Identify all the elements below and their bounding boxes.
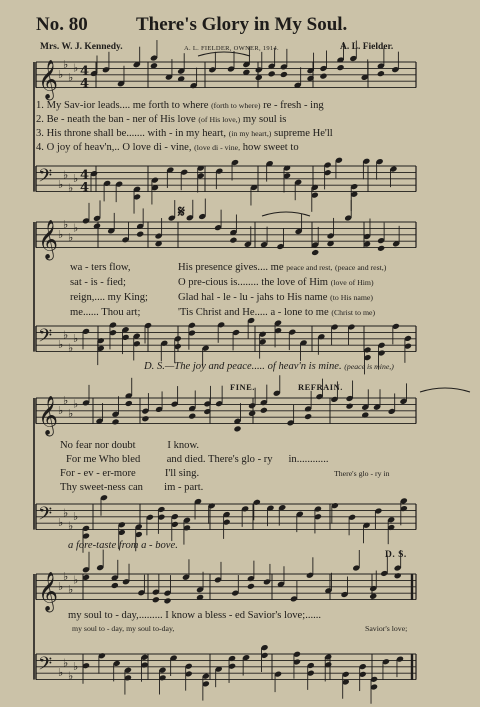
note-head [268,70,276,77]
flat-sign: ♭ [63,506,69,520]
flat-sign: ♭ [73,509,79,523]
bass-clef: 𝄢 [38,166,53,192]
note-head [304,413,312,420]
flat-sign: ♭ [58,579,64,593]
flat-sign: ♭ [63,394,69,408]
note-head [377,70,385,77]
flat-sign: ♭ [73,659,79,673]
hymn-number: No. 80 [36,14,88,35]
dal-segno-mark: D. S. [385,550,407,560]
hymn-title: There's Glory in My Soul. [136,14,348,35]
flat-sign: ♭ [63,218,69,232]
verse-2-line-b-mid: O pre-cious is........ the love of Him (love of Him) [178,277,374,288]
bass-clef: 𝄢 [38,504,53,530]
flat-sign: ♭ [68,519,74,533]
note-head [311,249,319,256]
note-head [260,407,268,414]
words-credit: Mrs. W. J. Kennedy. [40,42,123,52]
time-signature: 4 [80,167,90,183]
treble-clef: 𝄞 [38,395,59,436]
flat-sign: ♭ [58,666,64,680]
note-head [152,596,160,603]
bass-clef: 𝄢 [38,654,53,680]
flat-sign: ♭ [68,341,74,355]
note-head [136,231,144,238]
flat-sign: ♭ [63,58,69,72]
note-head [394,572,402,579]
music-credit: A. L. Fielder. [340,42,394,52]
verse-3-line-b-mid: Glad hal - le - lu - jahs to His name (to His name) [178,292,373,303]
refrain-final-line: my soul to - day,......... I know a bless - ed Savior's love;...... [68,610,322,621]
flat-sign: ♭ [58,516,64,530]
flat-sign: ♭ [73,331,79,345]
copyright-notice: A. L. FIELDER, OWNER, 1914. [184,45,279,52]
flat-sign: ♭ [68,71,74,84]
note-head [111,582,119,589]
flat-sign: ♭ [63,570,69,584]
dal-segno-text: D. S.—The joy and peace..... of heav'n is mine. (peace is mine,) [144,361,394,372]
flat-sign: ♭ [73,61,79,75]
flat-sign: ♭ [63,168,69,182]
flat-sign: ♭ [73,397,79,411]
note-head [247,583,255,590]
flat-sign: ♭ [73,171,79,185]
note-head [377,245,385,252]
note-head [229,237,237,244]
verse-1-line-a: 1. My Sav-ior leads.... me forth to where (forth to where) re - fresh - ing [36,100,324,111]
refrain-line-1: No fear nor doubt I know. [60,440,200,451]
flat-sign: ♭ [68,407,74,420]
flat-sign: ♭ [58,178,64,192]
refrain-alto-echo: There's glo - ry in [334,469,390,478]
bass-foretaste-line: a fore-taste from a - bove. [68,540,178,551]
flat-sign: ♭ [63,656,69,670]
bass-echo-line: my soul to - day, my soul to-day, [72,624,175,633]
verse-1-line-b-start: wa - ters flow, [70,262,131,273]
flat-sign: ♭ [58,338,64,352]
flat-sign: ♭ [63,328,69,342]
verse-1-line-b-mid: His presence gives.... me peace and rest, (peace and rest,) [178,262,387,273]
refrain-line-2: For me Who bled and died. There's glo - ry in............ [66,454,329,465]
note-head [125,400,133,407]
flat-sign: ♭ [58,227,64,241]
fine-mark: FINE. [230,382,255,392]
slur [262,212,310,216]
note-head [141,415,149,422]
note-head [369,593,377,600]
flat-sign: ♭ [58,403,64,417]
flat-sign: ♭ [73,221,79,235]
treble-clef: 𝄞 [38,219,59,260]
time-signature: 4 [80,180,90,196]
time-signature: 4 [80,63,90,79]
time-signature: 4 [80,76,90,92]
note-head [111,418,119,425]
note-head [233,425,241,432]
flat-sign: ♭ [58,67,64,81]
flat-sign: ♭ [68,231,74,244]
bass-clef: 𝄢 [38,326,53,352]
note-head [280,71,288,78]
note-head [163,597,171,604]
verse-4-line-b-mid: 'Tis Christ and He..... a - lone to me (Christ to me) [178,307,376,318]
slur [198,52,250,56]
flat-sign: ♭ [68,181,74,195]
verse-4-line-b-start: me...... Thou art; [70,307,141,318]
bass-echo-line-2: Savior's love; [365,624,408,633]
verse-4-line-a: 4. O joy of heav'n,.. O love di - vine, (love di - vine, how sweet to [36,142,299,153]
verse-3-line-a: 3. His throne shall be....... with - in my heart, (in my heart,) supreme He'll [36,128,333,139]
slur [420,388,470,392]
note-head [188,413,196,420]
treble-clef: 𝄞 [38,571,59,612]
refrain-mark: REFRAIN. [298,382,343,392]
flat-sign: ♭ [68,669,74,683]
note-head [319,73,327,80]
verse-2-line-b-start: sat - is - fied; [70,277,126,288]
verse-3-line-b-start: reign,.... my King; [70,292,148,303]
note-head [336,64,344,71]
note-head [346,403,354,410]
flat-sign: ♭ [68,583,74,596]
verse-2-line-a: 2. Be - neath the ban - ner of His love (of His love,) my soul is [36,114,287,125]
flat-sign: ♭ [73,573,79,587]
refrain-line-3: For - ev - er-more I'll sing. [60,468,200,479]
refrain-line-4: Thy sweet-ness can im - part. [60,482,204,493]
segno-sign: 𝄋 [178,204,185,221]
treble-clef: 𝄞 [38,59,59,100]
